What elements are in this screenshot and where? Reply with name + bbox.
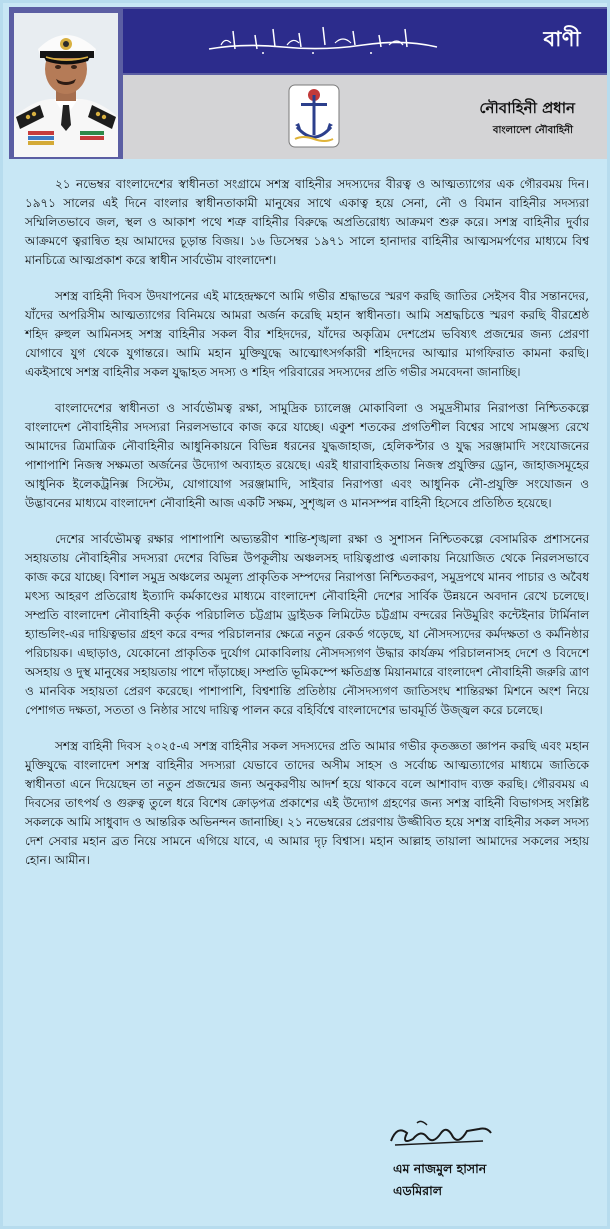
bismillah-calligraphy [203, 23, 443, 59]
paragraph-2: সশস্ত্র বাহিনী দিবস উদযাপনের এই মাহেন্দ্রক্ষণে আমি গভীর শ্রদ্ধাভরে স্মরণ করছি জাতির সেইসব বীর সন্তানদের, যাঁদের অপরিসীম আত্মত্যাগের বিনিময়ে আমরা অর্জন করেছি মহান স্বাধীনতা। আমি সশ্রদ্ধচিত্তে স্মরণ করছি বীরশ্রেষ্ঠ শহিদ রুহুল আমিনসহ সশস্ত্র বাহিনীর সকল বীর শহিদদের, যাঁদের অকৃত্রিম দেশপ্রেম ভবিষ্যৎ প্রজন্মের জন্য প্রেরণা যোগাবে যুগ থেকে যুগান্তরে। আমি মহান মুক্তিযুদ্ধে আত্মোৎসর্গকারী শহিদদের আত্মার মাগফিরাত কামনা করছি। একইসাথে সশস্ত্র বাহিনীর সকল যুদ্ধাহত সদস্য ও শহিদ পরিবারের সদস্যদের প্রতি গভীর সমবেদনা জানাচ্ছি। [25, 289, 589, 379]
signatory-name: এম নাজমুল হাসান [393, 1161, 487, 1176]
signatory-rank: এডমিরাল [393, 1183, 443, 1198]
title-band [123, 9, 607, 73]
portrait-image [14, 13, 118, 157]
paragraph-5: সশস্ত্র বাহিনী দিবস ২০২৫-এ সশস্ত্র বাহিনীর সকল সদস্যদের প্রতি আমার গভীর কৃতজ্ঞতা জ্ঞাপন করছি এবং মহান মুক্তিযুদ্ধে বাংলাদেশ সশস্ত্র বাহিনীর সদস্যরা যেভাবে তাদের অসীম সাহস ও সর্বোচ্চ আত্মত্যাগের মাধ্যমে জাতিকে স্বাধীনতা এনে দিয়েছেন তা নতুন প্রজন্মের জন্য অনুকরণীয় আদর্শ হয়ে থাকবে বলে আশাবাদ ব্যক্ত করছি। গৌরবময় এ দিবসের তাৎপর্য ও গুরুত্ব তুলে ধরে বিশেষ ক্রোড়পত্র প্রকাশের এই উদ্যোগ গ্রহণের জন্য সশস্ত্র বাহিনী বিভাগসহ সংশ্লিষ্ট সকলকে আমি সাধুবাদ ও আন্তরিক অভিনন্দন জানাচ্ছি। ২১ নভেম্বরের প্রেরণায় উজ্জীবিত হয়ে সশস্ত্র বাহিনীর সকল সদস্য দেশ সেবার মহান ব্রত নিয়ে সামনে এগিয়ে যাবে, এ আমার দৃঢ় বিশ্বাস। মহান আল্লাহ তায়ালা আমাদের সকলের সহায় হোন। আমীন। [25, 739, 589, 867]
signature-block [387, 1115, 547, 1205]
naval-chief-portrait [14, 13, 118, 157]
chief-organization: বাংলাদেশ নৌবাহিনী [492, 125, 573, 136]
calligraphy-graphic [203, 23, 443, 59]
paragraph-1: ২১ নভেম্বর বাংলাদেশের স্বাধীনতা সংগ্রামে সশস্ত্র বাহিনীর সদস্যদের বীরত্ব ও আত্মত্যাগের এক গৌরবময় দিন। ১৯৭১ সালের এই দিনে বাংলার স্বাধীনতাকামী মানুষের সাথে একাত্ব হয়ে সেনা, নৌ ও বিমান বাহিনীর সদস্যরা সম্মিলিতভাবে জল, স্থল ও আকাশ পথে শত্রু বাহিনীর বিরুদ্ধে অপ্রতিরোধ্য আক্রমণ শুরু করে। সশস্ত্র বাহিনীর দুর্বার আক্রমণে ত্বরান্বিত হয় আমাদের চূড়ান্ত বিজয়। ১৬ ডিসেম্বর ১৯৭১ সালে হানাদার বাহিনীর আত্মসমর্পণের মাধ্যমে বিশ্ব মানচিত্রে আত্মপ্রকাশ করে স্বাধীন সার্বভৌম বাংলাদেশ। [25, 177, 589, 267]
navy-crest-icon [283, 81, 345, 153]
header-banner [9, 7, 607, 159]
subtitle-band [123, 75, 607, 159]
message-body [25, 175, 589, 887]
handwritten-signature [387, 1115, 497, 1155]
message-title: বাণী [543, 26, 581, 51]
paragraph-3: বাংলাদেশের স্বাধীনতা ও সার্বভৌমত্ব রক্ষা, সামুদ্রিক চ্যালেঞ্জ মোকাবিলা ও সমুদ্রসীমার নিরাপত্তা নিশ্চিতকল্পে বাংলাদেশ নৌবাহিনীর সদস্যরা নিরলসভাবে কাজ করে যাচ্ছে। একুশ শতকের প্রগতিশীল বিশ্বের সাথে সামঞ্জস্য রেখে আমাদের ত্রিমাত্রিক নৌবাহিনীর আধুনিকায়নে বিভিন্ন ধরনের যুদ্ধজাহাজ, হেলিকপ্টার ও যুদ্ধ সরঞ্জামাদি সংযোজনের পাশাপাশি নিজস্ব সক্ষমতা অর্জনের উদ্যোগ অব্যাহত রয়েছে। এরই ধারাবাহিকতায় নিজস্ব প্রযুক্তির ড্রোন, জাহাজসমূহের আধুনিক ইলেকট্রনিক্স সিস্টেম, যোগাযোগ সরঞ্জামাদি, সাইবার নিরাপত্তা এবং আধুনিক নৌ-প্রযুক্তি সংযোজন ও উদ্ভাবনের মাধ্যমে বাংলাদেশ নৌবাহিনী আজ একটি সক্ষম, সুশৃঙ্খল ও মানসম্পন্ন বাহিনী হিসেবে প্রতিষ্ঠিত হয়েছে। [25, 401, 589, 510]
chief-title: নৌবাহিনী প্রধান [479, 99, 575, 117]
paragraph-4: দেশের সার্বভৌমত্ব রক্ষার পাশাপাশি অভ্যন্তরীণ শান্তি-শৃঙ্খলা রক্ষা ও সুশাসন নিশ্চিতকল্পে বেসামরিক প্রশাসনের সহায়তায় নৌবাহিনীর সদস্যরা দেশের বিভিন্ন উপকূলীয় অঞ্চলসহ দায়িত্বপ্রাপ্ত এলাকায় নিয়োজিত থেকে নিরলসভাবে কাজ করে যাচ্ছে। বিশাল সমুদ্র অঞ্চলের অমূল্য প্রাকৃতিক সম্পদের নিরাপত্তা নিশ্চিতকরণ, সমুদ্রপথে মানব পাচার ও অবৈধ মৎস্য আহরণ প্রতিরোধ ইত্যাদি কর্মকাণ্ডের মাধ্যমে বাংলাদেশ নৌবাহিনী দেশের সার্বিক উন্নয়নে অবদান রেখে চলেছে। সম্প্রতি বাংলাদেশ নৌবাহিনী কর্তৃক পরিচালিত চট্টগ্রাম ড্রাইডক লিমিটেড চট্টগ্রাম বন্দরের নিউমুরিং কন্টেইনার টার্মিনাল হ্যান্ডলিং-এর দায়িত্বভার গ্রহণ করে বন্দর পরিচালনার ক্ষেত্রে নতুন রেকর্ড গড়েছে, যা নৌসদস্যদের কর্মদক্ষতা ও কর্মনিষ্ঠার পরিচায়ক। এছাড়াও, যেকোনো প্রাকৃতিক দুর্যোগ মোকাবিলায় নৌসদস্যগণ উদ্ধার কার্যক্রম পরিচালনাসহ দেশে ও বিদেশে অসহায় ও দুস্থ মানুষের সহায়তায় পাশে দাঁড়াচ্ছে। সম্প্রতি ভূমিকম্পে ক্ষতিগ্রস্ত মিয়ানমারে বাংলাদেশ নৌবাহিনী জরুরি ত্রাণ ও মানবিক সহায়তা প্রেরণ করেছে। পাশাপাশি, বিশ্বশান্তি প্রতিষ্ঠায় নৌসদস্যগণ জাতিসংঘ শান্তিরক্ষা মিশনে অংশ নিয়ে পেশাগত দক্ষতা, সততা ও নিষ্ঠার সাথে দায়িত্ব পালন করে বহির্বিশ্বে বাংলাদেশের ভাবমূর্তি উজ্জ্বল করে চলেছে। [25, 532, 589, 717]
